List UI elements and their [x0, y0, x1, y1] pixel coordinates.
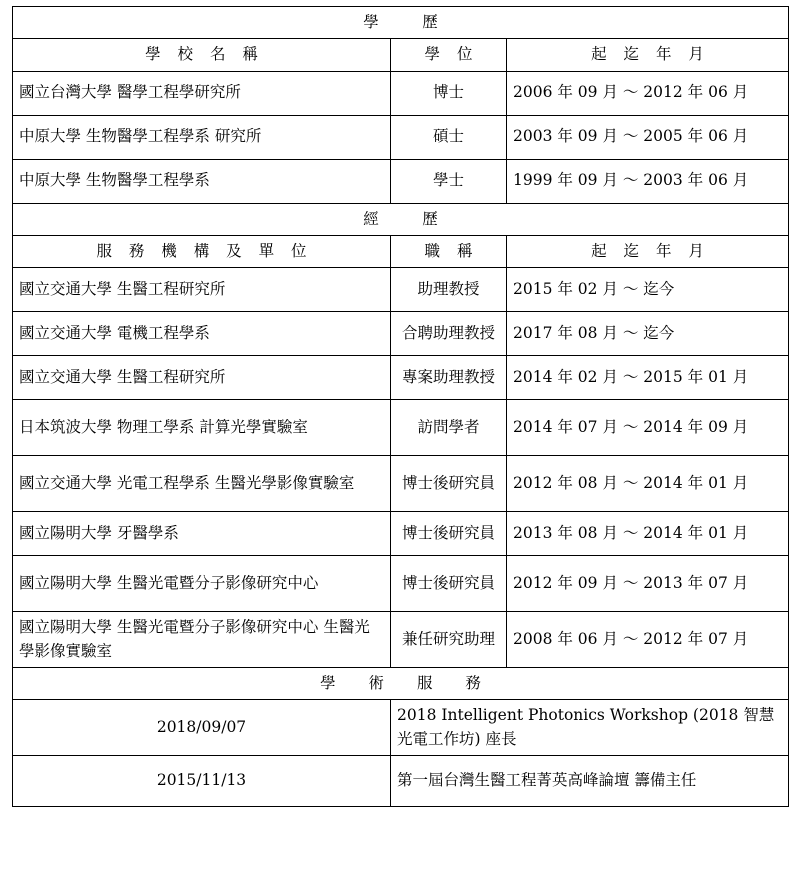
- service-date: 2018/09/07: [13, 700, 391, 756]
- table-row: [13, 356, 789, 400]
- experience-institution: 國立陽明大學 生醫光電暨分子影像研究中心: [13, 556, 391, 612]
- experience-period: 2017 年 08 月 ～ 迄今: [507, 312, 789, 356]
- education-period: 1999 年 09 月 ～ 2003 年 06 月: [507, 159, 789, 203]
- experience-header-period: 起 迄 年 月: [507, 235, 789, 267]
- experience-title: 助理教授: [391, 268, 507, 312]
- experience-title: 兼任研究助理: [391, 612, 507, 668]
- education-institution: 中原大學 生物醫學工程學系: [13, 159, 391, 203]
- experience-institution: 國立交通大學 生醫工程研究所: [13, 268, 391, 312]
- experience-institution: 國立交通大學 電機工程學系: [13, 312, 391, 356]
- experience-period: 2012 年 08 月 ～ 2014 年 01 月: [507, 456, 789, 512]
- table-row: [13, 400, 789, 456]
- education-period: 2003 年 09 月 ～ 2005 年 06 月: [507, 115, 789, 159]
- experience-section-header-row: [13, 203, 789, 235]
- education-degree: 博士: [391, 71, 507, 115]
- education-institution: 中原大學 生物醫學工程學系 研究所: [13, 115, 391, 159]
- service-date: 2015/11/13: [13, 755, 391, 806]
- experience-period: 2014 年 07 月 ～ 2014 年 09 月: [507, 400, 789, 456]
- education-column-headers: [13, 39, 789, 71]
- experience-institution: 日本筑波大學 物理工學系 計算光學實驗室: [13, 400, 391, 456]
- experience-title: 博士後研究員: [391, 456, 507, 512]
- service-section-title: 學 術 服 務: [13, 668, 789, 700]
- service-description: 2018 Intelligent Photonics Workshop (2018 智慧光電工作坊) 座長: [391, 700, 789, 756]
- table-row: [13, 612, 789, 668]
- experience-title: 專案助理教授: [391, 356, 507, 400]
- table-row: [13, 512, 789, 556]
- table-row: [13, 71, 789, 115]
- table-row: [13, 268, 789, 312]
- table-row: [13, 456, 789, 512]
- education-header-institution: 學 校 名 稱: [13, 39, 391, 71]
- table-row: [13, 115, 789, 159]
- education-degree: 碩士: [391, 115, 507, 159]
- experience-header-title: 職 稱: [391, 235, 507, 267]
- experience-period: 2008 年 06 月 ～ 2012 年 07 月: [507, 612, 789, 668]
- education-header-period: 起 迄 年 月: [507, 39, 789, 71]
- education-degree: 學士: [391, 159, 507, 203]
- experience-period: 2012 年 09 月 ～ 2013 年 07 月: [507, 556, 789, 612]
- experience-period: 2013 年 08 月 ～ 2014 年 01 月: [507, 512, 789, 556]
- experience-section-title: 經 歷: [13, 203, 789, 235]
- service-section-header-row: [13, 668, 789, 700]
- experience-column-headers: [13, 235, 789, 267]
- experience-period: 2014 年 02 月 ～ 2015 年 01 月: [507, 356, 789, 400]
- experience-title: 合聘助理教授: [391, 312, 507, 356]
- table-row: [13, 755, 789, 806]
- experience-title: 訪問學者: [391, 400, 507, 456]
- education-institution: 國立台灣大學 醫學工程學研究所: [13, 71, 391, 115]
- table-row: [13, 556, 789, 612]
- table-row: [13, 312, 789, 356]
- cv-table: [12, 6, 789, 807]
- table-row: [13, 700, 789, 756]
- experience-header-institution: 服 務 機 構 及 單 位: [13, 235, 391, 267]
- education-section-title: 學 歷: [13, 7, 789, 39]
- service-description: 第一屆台灣生醫工程菁英高峰論壇 籌備主任: [391, 755, 789, 806]
- experience-institution: 國立交通大學 生醫工程研究所: [13, 356, 391, 400]
- education-section-header-row: [13, 7, 789, 39]
- education-header-degree: 學 位: [391, 39, 507, 71]
- education-period: 2006 年 09 月 ～ 2012 年 06 月: [507, 71, 789, 115]
- experience-title: 博士後研究員: [391, 556, 507, 612]
- experience-institution: 國立陽明大學 生醫光電暨分子影像研究中心 生醫光學影像實驗室: [13, 612, 391, 668]
- experience-title: 博士後研究員: [391, 512, 507, 556]
- experience-institution: 國立陽明大學 牙醫學系: [13, 512, 391, 556]
- experience-period: 2015 年 02 月 ～ 迄今: [507, 268, 789, 312]
- experience-institution: 國立交通大學 光電工程學系 生醫光學影像實驗室: [13, 456, 391, 512]
- table-row: [13, 159, 789, 203]
